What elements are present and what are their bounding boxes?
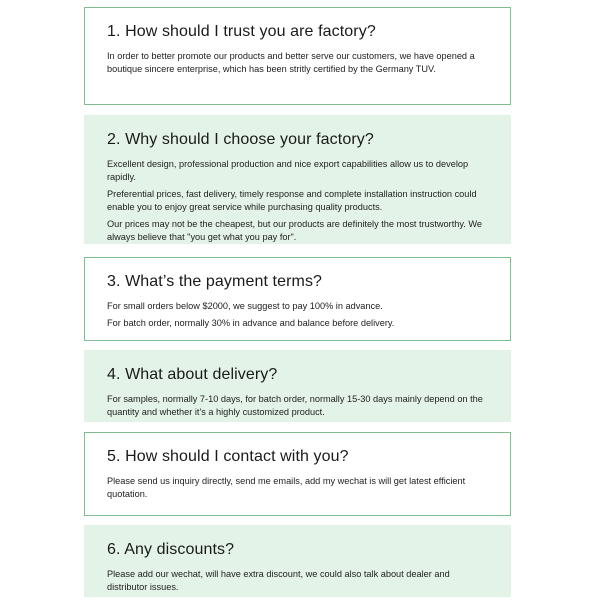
faq-question-title: 3. What’s the payment terms? xyxy=(107,273,323,290)
faq-answer-paragraph: Excellent design, professional production and nice export capabilities allow us to develop rapidly. xyxy=(107,159,469,182)
faq-answer-paragraph: For small orders below $2000, we suggest to pay 100% in advance. xyxy=(107,301,383,311)
faq-answer xyxy=(107,393,488,419)
faq-answer xyxy=(107,300,488,330)
faq-answer-paragraph: For samples, normally 7-10 days, for batch order, normally 15-30 days mainly depend on the quantity and whether it's a highly customized product. xyxy=(107,394,483,417)
faq-card-trust-factory xyxy=(84,7,511,105)
faq-question-title: 4. What about delivery? xyxy=(107,366,278,383)
faq-question-title: 1. How should I trust you are factory? xyxy=(107,23,376,40)
faq-answer-paragraph: Please add our wechat, will have extra discount, we could also talk about dealer and distributor issues. xyxy=(107,569,450,592)
faq-answer-paragraph: Our prices may not be the cheapest, but our products are definitely the most trustworthy. We always believe that "you get what you pay for". xyxy=(107,219,482,242)
faq-card-delivery xyxy=(84,350,511,422)
faq-answer-paragraph: Please send us inquiry directly, send me emails, add my wechat is will get latest efficient quotation. xyxy=(107,476,466,499)
faq-card-contact xyxy=(84,432,511,516)
faq-question-title: 6. Any discounts? xyxy=(107,541,235,558)
faq-answer-paragraph: Preferential prices, fast delivery, timely response and complete installation instruction could enable you to enjoy great service while purchasing quality products. xyxy=(107,189,477,212)
faq-answer xyxy=(107,568,488,594)
faq-card-discounts xyxy=(84,525,511,597)
faq-answer xyxy=(107,475,488,501)
faq-question-title: 2. Why should I choose your factory? xyxy=(107,131,374,148)
faq-answer-paragraph: In order to better promote our products and better serve our customers, we have opened a boutique sincere enterprise, which has been stritly certified by the Germany TUV. xyxy=(107,51,475,74)
faq-card-payment-terms xyxy=(84,257,511,341)
faq-question-title: 5. How should I contact with you? xyxy=(107,448,349,465)
faq-answer xyxy=(107,50,488,76)
faq-card-choose-factory xyxy=(84,115,511,244)
faq-answer-paragraph: For batch order, normally 30% in advance and balance before delivery. xyxy=(107,318,395,328)
faq-answer xyxy=(107,158,488,244)
